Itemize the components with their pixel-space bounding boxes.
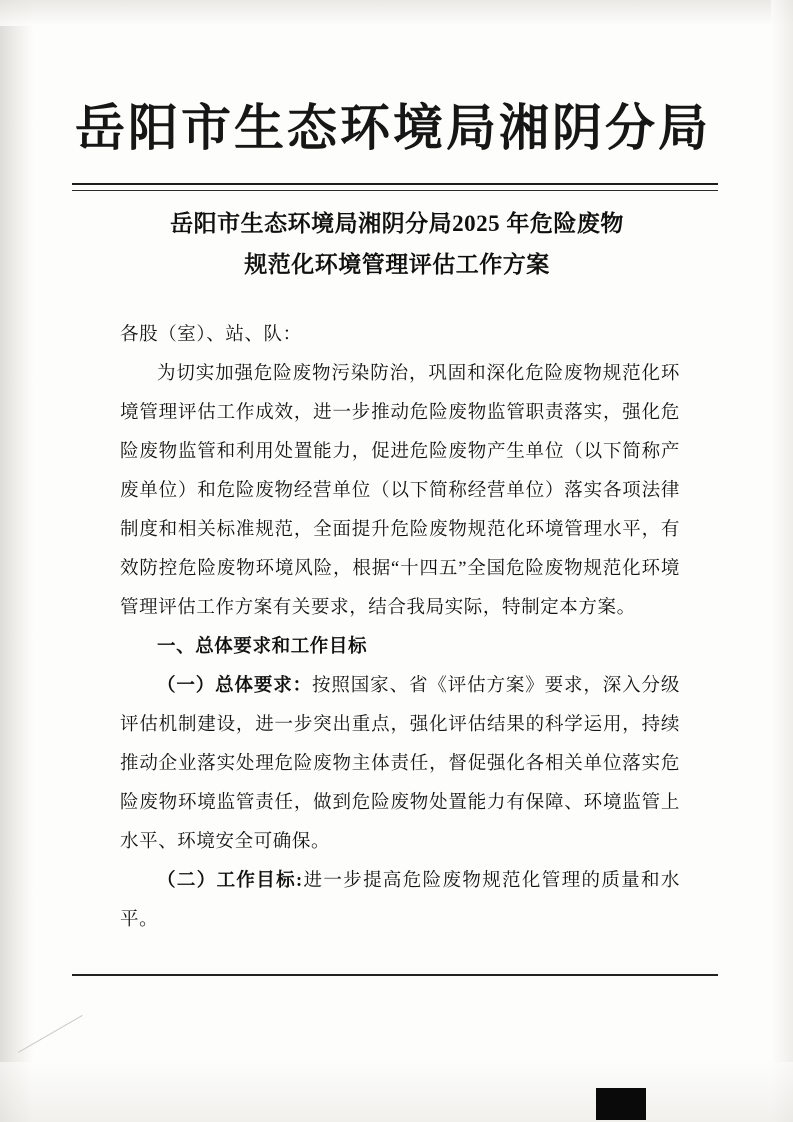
- page-title-line-1: 岳阳市生态环境局湘阴分局2025 年危险废物: [170, 211, 624, 236]
- scan-registration-mark: [596, 1088, 646, 1120]
- paragraph-intro: 为切实加强危险废物污染防治，巩固和深化危险废物规范化环境管理评估工作成效，进一步推动危险废物监管职责落实，强化危险废物监管和利用处置能力，促进危险废物产生单位（以下简称产废单位）和危险废物经营单位（以下简称经营单位）落实各项法律制度和相关标准规范，全面提升危险废物规范化环境管理水平，有效防控危险废物环境风险，根据“十四五”全国危险废物规范化环境管理评估工作方案有关要求，结合我局实际，特制定本方案。: [120, 364, 680, 618]
- list-item-2-text: 进一步提高危险废物规范化管理的质量和水平。: [120, 871, 680, 930]
- page-title-line-2: 规范化环境管理评估工作方案: [244, 252, 550, 277]
- list-item-2: [120, 862, 680, 940]
- letterhead-title: 岳阳市生态环境局湘阴分局: [75, 100, 711, 156]
- list-item-1-label: （一）总体要求：: [157, 676, 313, 696]
- document-body: [120, 316, 680, 940]
- list-item-1-text: 按照国家、省《评估方案》要求，深入分级评估机制建设，进一步突出重点，强化评估结果的科学运用，持续推动企业落实处理危险废物主体责任，督促强化各相关单位落实危险废物环境监管责任，做到危险废物处置能力有保障、环境监管上水平、环境安全可确保。: [120, 676, 680, 852]
- salutation: 各股（室）、站、队：: [120, 325, 302, 345]
- list-item-2-label: （二）工作目标:: [157, 871, 303, 891]
- section-heading-1: 一、总体要求和工作目标: [157, 637, 368, 657]
- page-title: [104, 203, 690, 285]
- letterhead-divider: [72, 183, 718, 191]
- footer-divider: [72, 974, 718, 976]
- list-item-1: [120, 667, 680, 862]
